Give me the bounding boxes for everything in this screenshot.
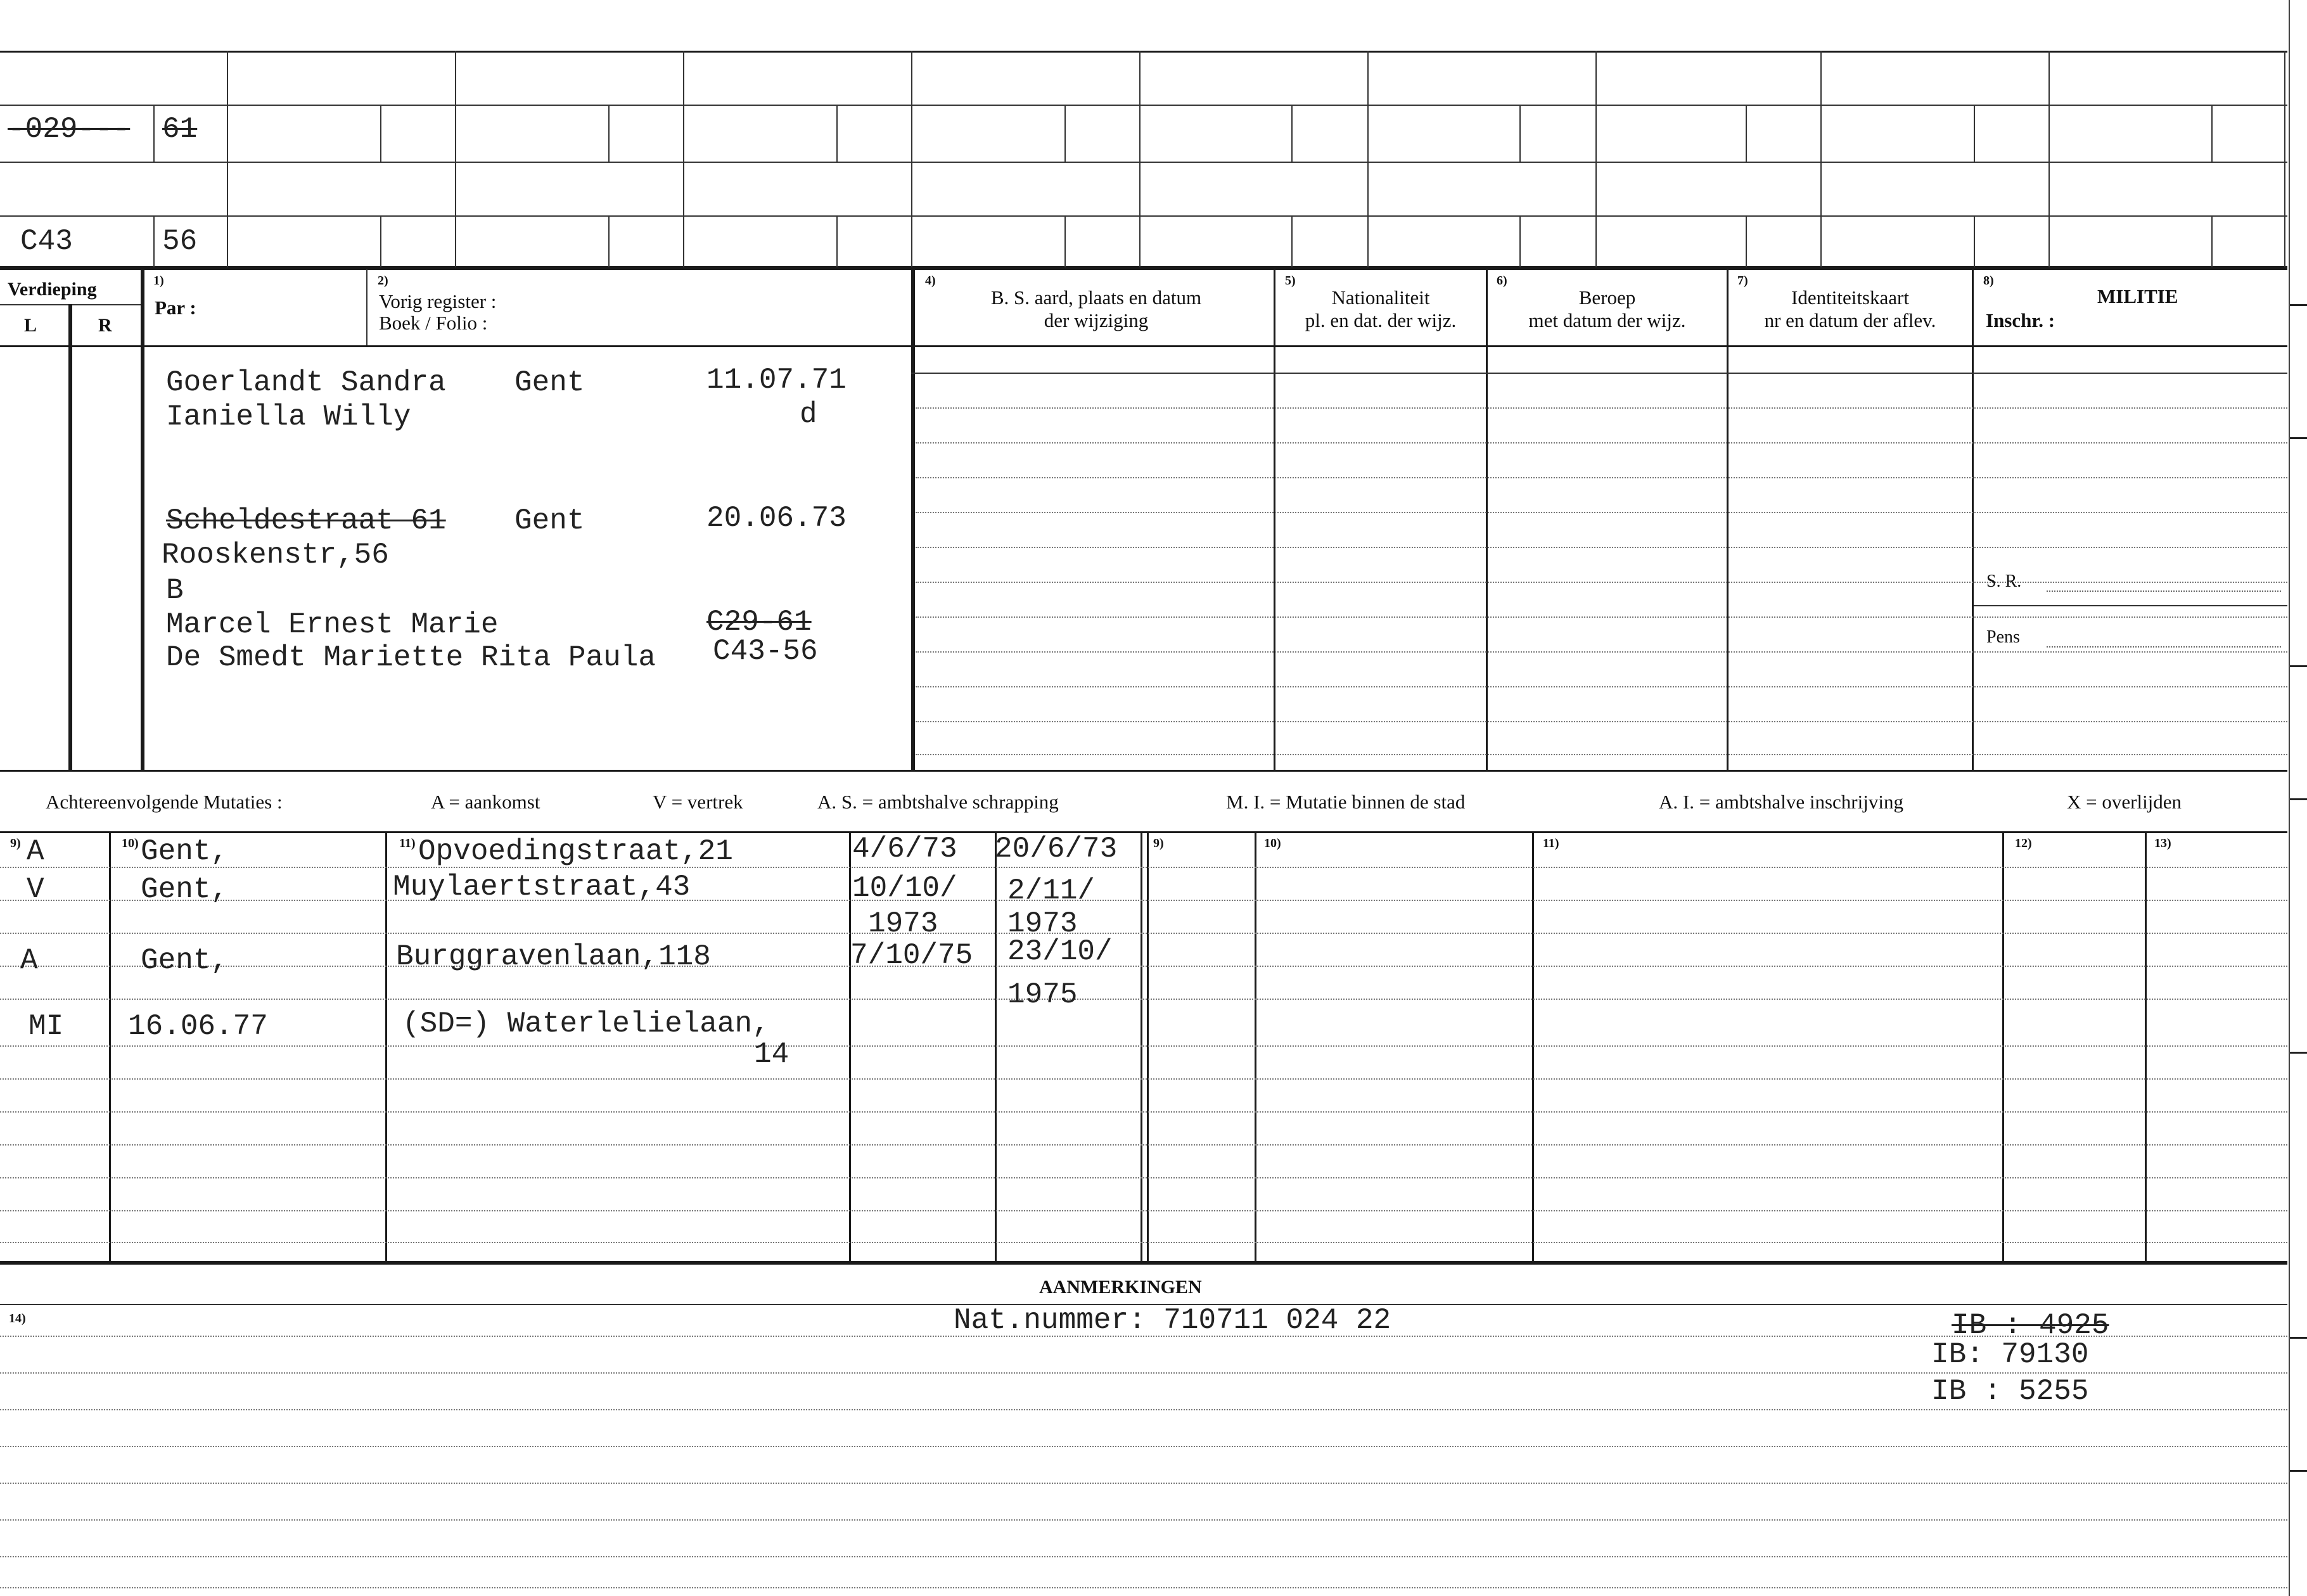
grid-line (836, 215, 838, 267)
remarks-title: AANMERKINGEN (1039, 1277, 1202, 1298)
c9-num-right: 9) (1153, 836, 1164, 850)
top-code-3: C43 (20, 225, 73, 258)
edge-tick (2290, 1470, 2307, 1472)
ib-old: IB : 4925 (1952, 1309, 2109, 1342)
col5-label: Nationaliteit pl. en dat. der wijz. (1305, 286, 1457, 331)
grid-line (2048, 51, 2050, 267)
section-bottom-line (0, 770, 2287, 772)
mutation-type: A (20, 944, 38, 977)
grid-line (683, 51, 684, 267)
edge-tick (2290, 1052, 2307, 1054)
mutation-street: Muylaertstraat,43 (393, 871, 691, 903)
dotted-line (916, 512, 2287, 513)
parent-name: Ianiella Willy (166, 400, 411, 433)
col8-num: 8) (1983, 274, 1994, 288)
column-line (385, 831, 387, 1262)
national-number: Nat.nummer: 710711 024 22 (954, 1304, 1391, 1337)
column-line (2002, 831, 2004, 1262)
column-line (1274, 269, 1275, 772)
col2-label-1: Vorig register : (379, 290, 497, 312)
column-line (1486, 269, 1488, 772)
grid-line (1974, 105, 1975, 162)
mutation-date1-year: 1973 (868, 907, 938, 940)
grid-line (153, 215, 155, 267)
edge-tick (2290, 1337, 2307, 1339)
old-place: Gent (514, 504, 585, 537)
column-line (1727, 269, 1729, 772)
grid-line (2211, 105, 2213, 162)
dotted-line (0, 1409, 2287, 1410)
top-code-2: 61 (162, 113, 198, 146)
sr-label: S. R. (1986, 571, 2022, 591)
mutation-date2-year: 1973 (1007, 907, 1078, 940)
militie-title: MILITIE (2097, 285, 2178, 307)
grid-line (1367, 51, 1369, 267)
mutation-place: Gent, (141, 873, 229, 906)
dotted-line (0, 1483, 2287, 1484)
legend-title: Achtereenvolgende Mutaties : (46, 791, 283, 813)
grid-line (380, 105, 381, 162)
column-line (141, 269, 144, 772)
col7-num: 7) (1737, 274, 1748, 288)
dotted-line (0, 1242, 2287, 1243)
col4-num: 4) (925, 274, 936, 288)
c13-num: 13) (2154, 836, 2171, 850)
grid-line (0, 304, 144, 305)
grid-line (1519, 105, 1521, 162)
grid-line (1746, 215, 1747, 267)
mutation-type: A (27, 835, 44, 868)
grid-line (0, 162, 2287, 163)
grid-line (1746, 105, 1747, 162)
grid-line (608, 215, 610, 267)
header-bottom-line (0, 345, 2287, 347)
grid-line (1519, 215, 1521, 267)
mutation-place: 16.06.77 (128, 1010, 268, 1043)
mutation-street: Burggravenlaan,118 (396, 940, 711, 973)
grid-line (380, 215, 381, 267)
edge-tick (2290, 665, 2307, 667)
legend-v: V = vertrek (653, 791, 743, 813)
grid-line (1291, 105, 1293, 162)
nationality-code: B (166, 574, 184, 607)
dotted-line (916, 582, 2287, 583)
pens-field (2047, 646, 2281, 648)
top-code-4: 56 (162, 225, 198, 258)
edge-tick (2290, 304, 2307, 306)
right-edge (2289, 0, 2290, 1596)
grid-line (1974, 215, 1975, 267)
legend-mi: M. I. = Mutatie binnen de stad (1226, 791, 1466, 813)
top-border (0, 51, 2287, 53)
ib-number-1: IB: 79130 (1931, 1338, 2089, 1371)
c12-num: 12) (2015, 836, 2032, 850)
register: C43-56 (713, 635, 818, 668)
dotted-line (0, 1556, 2287, 1557)
old-register: C29-61 (706, 606, 812, 639)
column-line (366, 269, 367, 345)
militie-divider (1974, 605, 2287, 606)
mutation-date1: 4/6/73 (852, 833, 957, 865)
grid-line (1064, 215, 1066, 267)
legend-a: A = aankomst (431, 791, 540, 813)
grid-line (2211, 215, 2213, 267)
grid-line (1139, 51, 1141, 267)
grid-line (911, 51, 912, 267)
sex-code: d (800, 398, 817, 431)
column-line (2145, 831, 2147, 1262)
edge-tick (2290, 798, 2307, 800)
mutation-place: Gent, (141, 944, 229, 977)
column-line (68, 304, 72, 772)
c11-num: 11) (399, 836, 416, 850)
dotted-line (0, 1587, 2287, 1588)
grid-line (227, 51, 228, 267)
dotted-line (916, 651, 2287, 653)
dotted-line (0, 1144, 2287, 1146)
verdieping-label: Verdieping (8, 279, 97, 300)
r-label: R (98, 315, 112, 336)
grid-line (1820, 51, 1822, 267)
dotted-line (0, 1519, 2287, 1521)
address: Rooskenstr,56 (162, 539, 389, 571)
mutation-date2: 20/6/73 (995, 833, 1118, 865)
mutation-date2: 2/11/ (1007, 874, 1096, 907)
inschr-label: Inschr. : (1986, 309, 2055, 331)
top-code-1: -029--- (8, 113, 131, 146)
mutation-date2-year: 1975 (1007, 978, 1078, 1011)
dotted-line (0, 900, 2287, 901)
birth-place: Gent (514, 366, 585, 399)
dotted-line (0, 966, 2287, 967)
birth-date: 11.07.71 (706, 364, 847, 397)
col2-num: 2) (378, 274, 388, 288)
c9-num: 9) (10, 836, 21, 850)
col6-num: 6) (1497, 274, 1507, 288)
mutation-type: V (27, 873, 44, 906)
grid-line (0, 105, 2287, 106)
sr-field (2047, 591, 2281, 592)
grid-line (1595, 51, 1597, 267)
mother-name: De Smedt Mariette Rita Paula (166, 641, 656, 674)
col2-label-2: Boek / Folio : (379, 312, 488, 334)
dotted-line (0, 1446, 2287, 1447)
mutation-street: (SD=) Waterlelielaan, (402, 1007, 770, 1040)
dotted-line (916, 686, 2287, 687)
dotted-line (916, 547, 2287, 548)
col4-label: B. S. aard, plaats en datum der wijziging (990, 286, 1202, 331)
old-date: 20.06.73 (706, 502, 847, 535)
dotted-line (0, 999, 2287, 1000)
mutation-street: Opvoedingstraat,21 (418, 835, 733, 868)
c10-num: 10) (122, 836, 139, 850)
col5-num: 5) (1285, 274, 1296, 288)
column-line (849, 831, 851, 1262)
grid-separator (0, 266, 2287, 270)
dotted-line (916, 407, 2287, 409)
col7-label: Identiteitskaart nr en datum der aflev. (1764, 286, 1936, 331)
pens-label: Pens (1986, 627, 2020, 647)
remarks-num: 14) (9, 1312, 26, 1325)
grid-line (2284, 51, 2285, 267)
mutations-top-line (0, 831, 2287, 833)
col1-num: 1) (153, 274, 164, 288)
dotted-line (0, 1045, 2287, 1047)
old-address: Scheldestraat 61 (166, 504, 446, 537)
dotted-line (0, 933, 2287, 934)
dotted-line (0, 1210, 2287, 1211)
grid-line (0, 215, 2287, 217)
dotted-line (916, 721, 2287, 722)
l-label: L (24, 315, 37, 336)
legend-as: A. S. = ambtshalve schrapping (817, 791, 1059, 813)
column-line (109, 831, 111, 1262)
grid-line (1291, 215, 1293, 267)
column-line (1972, 269, 1974, 772)
mutation-date1: 10/10/ (852, 872, 957, 905)
col1-label: Par : (155, 297, 196, 319)
grid-line (153, 105, 155, 162)
mutation-date2: 23/10/ (1007, 935, 1113, 968)
mutation-type: MI (29, 1010, 64, 1043)
grid-line (455, 51, 456, 267)
mutation-street-number: 14 (754, 1038, 789, 1071)
grid-line (1064, 105, 1066, 162)
c11-num-right: 11) (1543, 836, 1559, 850)
dotted-line (0, 1078, 2287, 1080)
column-line (1147, 831, 1149, 1262)
dotted-line (0, 1177, 2287, 1178)
grid-line (608, 105, 610, 162)
column-line (1141, 831, 1142, 1262)
column-line (1255, 831, 1256, 1262)
dotted-line (916, 477, 2287, 478)
ib-number-2: IB : 5255 (1931, 1375, 2089, 1408)
column-line (911, 269, 915, 772)
dotted-line (0, 867, 2287, 868)
legend-ai: A. I. = ambtshalve inschrijving (1659, 791, 1903, 813)
legend-x: X = overlijden (2067, 791, 2182, 813)
grid-line (836, 105, 838, 162)
dotted-line (916, 616, 2287, 618)
dotted-line (0, 1111, 2287, 1113)
mutation-date1: 7/10/75 (850, 939, 973, 972)
dotted-line (916, 442, 2287, 444)
c10-num-right: 10) (1264, 836, 1281, 850)
mutations-bottom-line (0, 1261, 2287, 1265)
column-line (995, 831, 997, 1262)
father-name: Marcel Ernest Marie (166, 608, 499, 641)
edge-tick (2290, 437, 2307, 439)
dotted-line (0, 1372, 2287, 1374)
column-line (1532, 831, 1534, 1262)
grid-line (911, 373, 2287, 374)
mutation-place: Gent, (141, 835, 229, 868)
person-name: Goerlandt Sandra (166, 366, 446, 399)
dotted-line (916, 754, 2287, 755)
col6-label: Beroep met datum der wijz. (1528, 286, 1686, 331)
